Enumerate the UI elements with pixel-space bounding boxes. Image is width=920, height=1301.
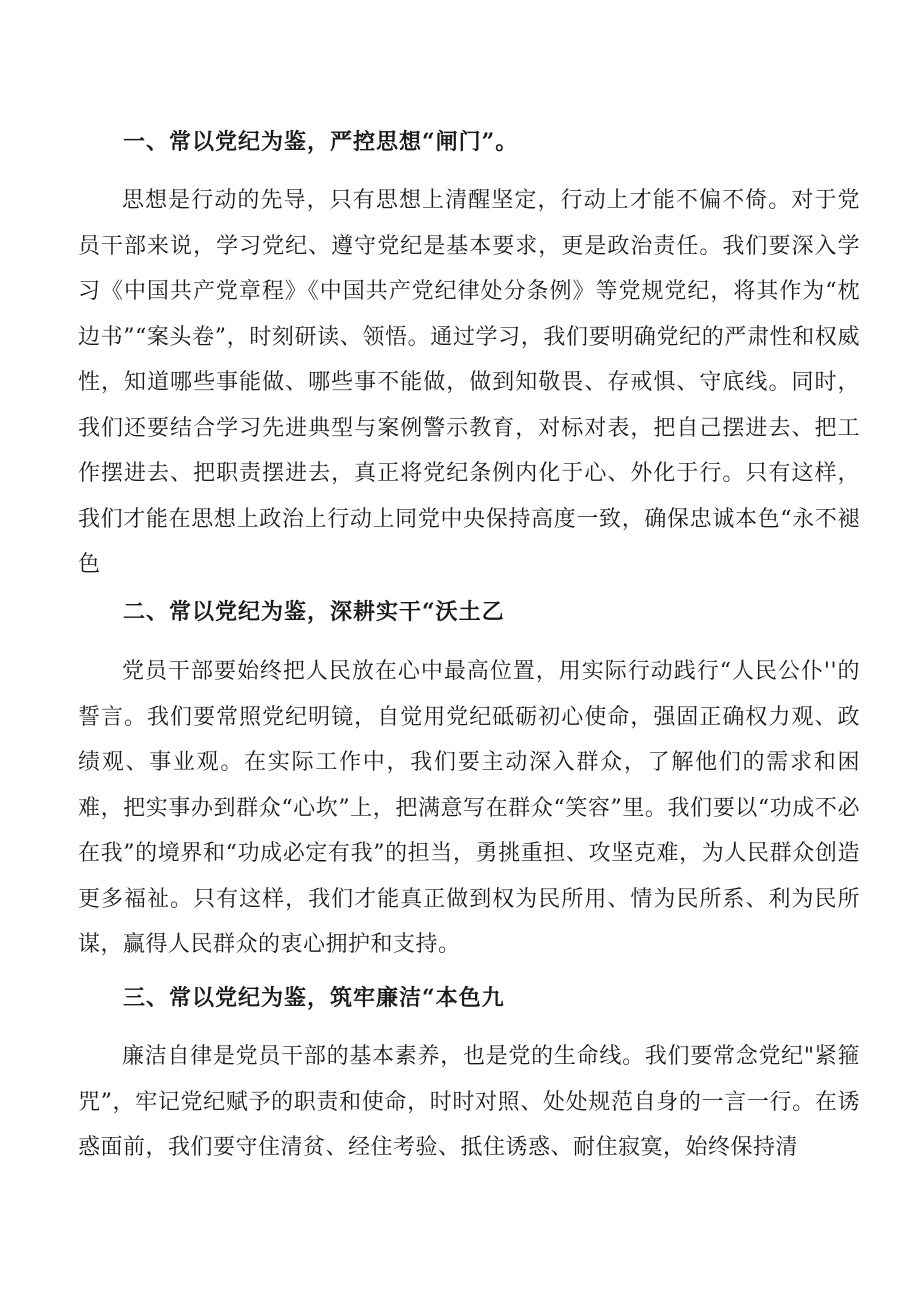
section-paragraph-2: 党员干部要始终把人民放在心中最高位置，用实际行动践行“人民公仆''的誓言。我们要常照党纪明镜，自觉用党纪砥砺初心使命，强固正确权力观、政绩观、事业观。在实际工作中，我们要主动深入群众，了解他们的需求和困难，把实事办到群众“心坎”上，把满意写在群众“笑容”里。我们要以“功成不必在我”的境界和“功成必定有我”的担当，勇挑重担、攻坚克难，为人民群众创造更多福祉。只有这样，我们才能真正做到权为民所用、情为民所系、利为民所谋，赢得人民群众的衷心拥护和支持。: [78, 659, 860, 957]
section-paragraph-1: 思想是行动的先导，只有思想上清醒坚定，行动上才能不偏不倚。对于党员干部来说，学习党纪、遵守党纪是基本要求，更是政治责任。我们要深入学习《中国共产党章程》《中国共产党纪律处分条例》等党规党纪，将其作为“枕边书”“案头卷”，时刻研读、领悟。通过学习，我们要明确党纪的严肃性和权威性，知道哪些事能做、哪些事不能做，做到知敬畏、存戒惧、守底线。同时，我们还要结合学习先进典型与案例警示教育，对标对表，把自己摆进去、把工作摆进去、把职责摆进去，真正将党纪条例内化于心、外化于行。只有这样，我们才能在思想上政治上行动上同党中央保持高度一致，确保忠诚本色“永不褪色: [78, 188, 860, 577]
section-heading-1: 一、常以党纪为鉴，严控思想“闸门”。: [123, 129, 519, 155]
section-paragraph-3: 廉洁自律是党员干部的基本素养，也是党的生命线。我们要常念党纪"紧箍咒”，牢记党纪赋予的职责和使命，时时对照、处处规范自身的一言一行。在诱惑面前，我们要守住清贫、经住考验、抵住诱惑、耐住寂寞，始终保持清: [78, 1044, 860, 1160]
section-heading-3: 三、常以党纪为鉴，筑牢廉洁“本色九: [123, 985, 505, 1011]
section-heading-2: 二、常以党纪为鉴，深耕实干“沃土乙: [123, 599, 505, 625]
